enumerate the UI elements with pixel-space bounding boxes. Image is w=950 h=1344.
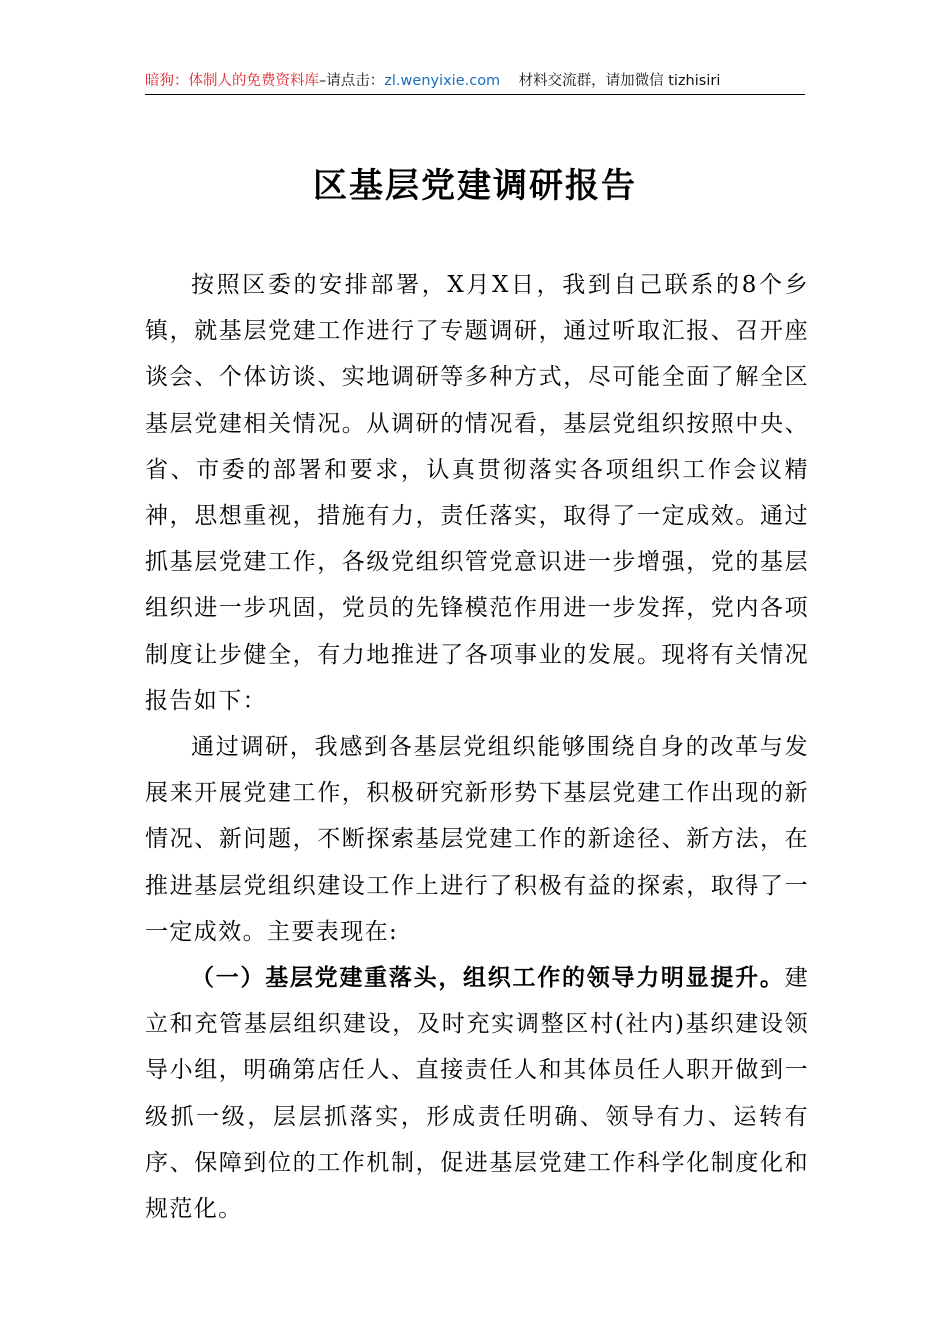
header-source-label: 暗狗：体制人的免费资料库 <box>145 73 319 89</box>
header-url-link[interactable]: zl.wenyixie.com <box>384 73 501 89</box>
section-1 <box>145 955 809 1232</box>
document-body <box>145 262 809 1232</box>
paragraph-intro: 按照区委的安排部署，X月X日，我到自己联系的8个乡镇，就基层党建工作进行了专题调研，通过听取汇报、召开座谈会、个体访谈、实地调研等多种方式，尽可能全面了解全区基层党建相关情况。从调研的情况看，基层党组织按照中央、省、市委的部署和要求，认真贯彻落实各项组织工作会议精神，思想重视，措施有力，责任落实，取得了一定成效。通过抓基层党建工作，各级党组织管党意识进一步增强，党的基层组织进一步巩固，党员的先锋模范作用进一步发挥，党内各项制度让步健全，有力地推进了各项事业的发展。现将有关情况报告如下： <box>145 272 809 714</box>
section-1-heading: （一）基层党建重落头，组织工作的领导力明显提升。 <box>191 964 785 992</box>
section-1-text: 建立和充管基层组织建设，及时充实调整区村(社内)基织建设领导小组，明确第店任人、直接责任人和其体员任人职开做到一级抓一级，层层抓落实，形成责任明确、领导有力、运转有序、保障到位的工作机制，促进基层党建工作科学化制度化和规范化。 <box>145 965 809 1223</box>
paragraph-summary: 通过调研，我感到各基层党组织能够围绕自身的改革与发展来开展党建工作，积极研究新形势下基层党建工作出现的新情况、新问题，不断探索基层党建工作的新途径、新方法，在推进基层党组织建设工作上进行了积极有益的探索，取得了一一定成效。主要表现在: <box>145 734 809 945</box>
header-click-prompt: –请点击： <box>319 73 385 89</box>
header-contact: 材料交流群，请加微信 tizhisiri <box>518 73 721 89</box>
document-title: 区基层党建调研报告 <box>313 166 637 206</box>
page-header <box>145 68 805 95</box>
